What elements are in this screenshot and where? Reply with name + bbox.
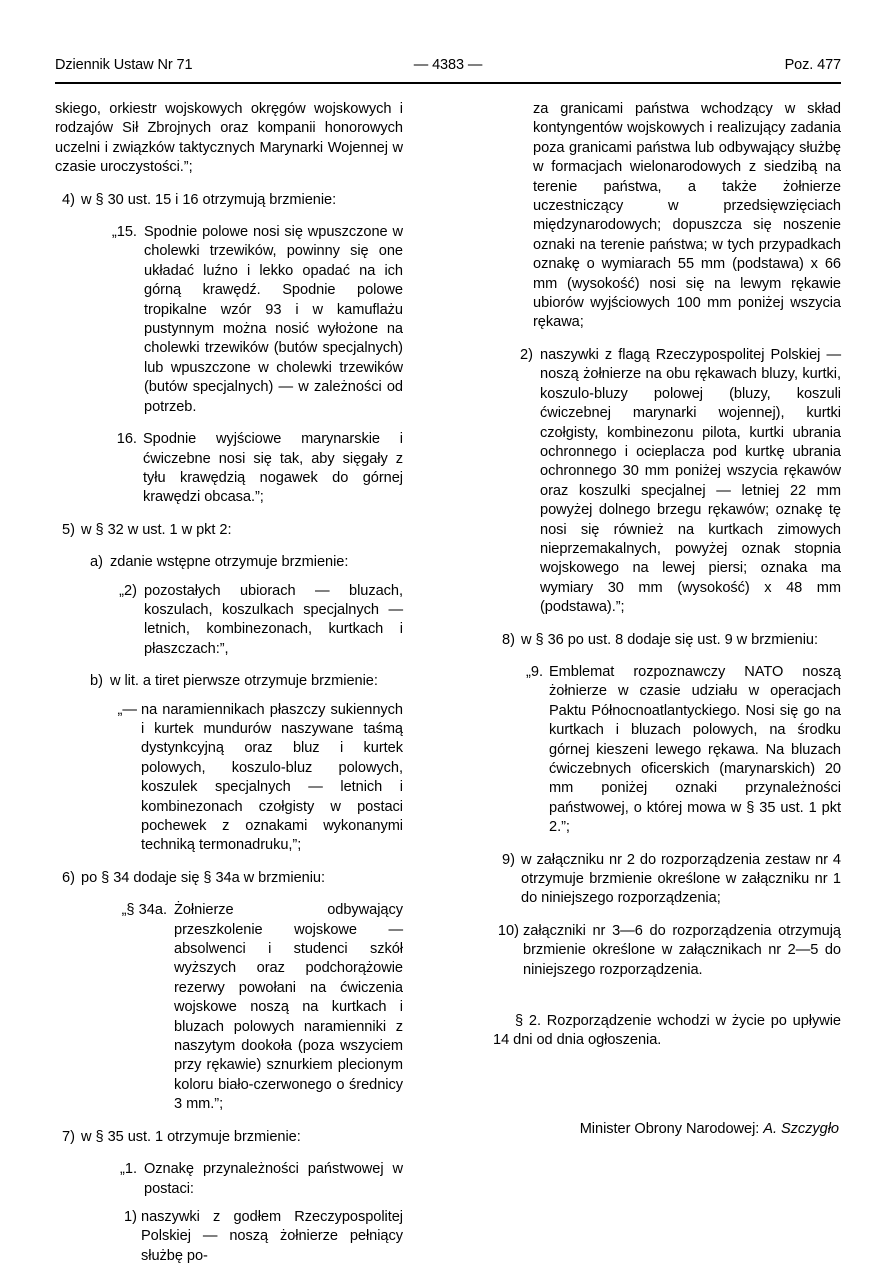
list-text: Spodnie polowe nosi się wpuszczone w cholewki trzewików, powinny się one układać luźno i lekko opadać na ich górną krawędź. Spodnie polowe tropikalne wzór 93 i w kamuflażu pustynnym można nosić wyłożone na cholewki trzewików (butów specjalnych) lub wpuszczone w cholewki trzewików (butów specjalnych) — w zależności od potrzeb. (144, 224, 403, 415)
list-item-8 (493, 631, 841, 650)
paragraph-continuation-right: za granicami państwa wchodzący w skład kontyngentów wojskowych i realizujący zadania poza granicami państwa lub odbywający służbę w formacjach wielonarodowych z siedzibą na terenie państwa, a także żołnierze uczestniczący w przedsięwzięciach międzynarodowych; dopuszcza się noszenie oznaki na terenie państwa; w tych przypadkach oznakę o wymiarach 55 mm (podstawa) x 66 mm (wysokość) nosi się na lewym rękawie ubiorów wyjściowych 100 mm poniżej wszycia rękawa; (533, 101, 841, 331)
list-text: w § 30 ust. 15 i 16 otrzymują brzmienie: (81, 191, 337, 208)
list-marker: „9. (525, 663, 543, 680)
list-item-7 (55, 1128, 403, 1147)
list-marker: 1) (124, 1208, 137, 1225)
column-right (493, 100, 841, 1154)
list-text: w § 32 w ust. 1 w pkt 2: (81, 521, 232, 538)
list-item-34a (107, 901, 403, 1114)
list-item-5b (81, 672, 403, 691)
page-number: — 4383 — (413, 57, 483, 73)
column-left (55, 100, 403, 1266)
list-text: zdanie wstępne otrzymuje brzmienie: (110, 554, 349, 571)
list-item-7-1 (107, 1160, 403, 1199)
list-item-5a (81, 553, 403, 572)
position-number: Poz. 477 (784, 57, 841, 73)
list-item-9-quote (517, 663, 841, 838)
list-marker: 7) (62, 1128, 75, 1145)
list-marker: 6) (62, 869, 75, 886)
list-item-10 (493, 922, 841, 980)
list-marker: „1. (119, 1161, 137, 1178)
signature-label: Minister Obrony Narodowej: (579, 1120, 760, 1137)
journal-title: Dziennik Ustaw Nr 71 (55, 57, 193, 73)
list-item-r2 (515, 346, 841, 618)
list-item-4 (55, 191, 403, 210)
list-marker: „15. (111, 224, 137, 241)
list-text: Żołnierze odbywający przeszkolenie wojskowe — absolwenci i studenci szkół wyższych oraz podchorążowie rezerwy powołani na ćwiczenia wojskowe noszą na kurtkach i bluzach polowych naramienniki z naszytym dookoła (poza wszyciem przy rękawie) sznurkiem plecionym koloru biało-czerwonego o średnicy 3 mm.”; (174, 902, 403, 1113)
list-text: naszywki z godłem Rzeczypospolitej Polskiej — noszą żołnierze pełniący służbę po- (141, 1208, 403, 1264)
list-text: Oznakę przynależności państwowej w postaci: (144, 1161, 403, 1197)
list-text: na naramiennikach płaszczy sukiennych i kurtek mundurów naszywane taśmą dystynkcyjną oraz bluz i kurtek polowych, koszulo-bluz polowych, koszulek specjalnych — letnich i kombinezonach czołgisty w postaci pochewek z oznakami wykonanymi techniką termonadruku,”; (141, 701, 403, 854)
list-marker: „§ 34a. (121, 902, 167, 919)
header-divider (55, 82, 841, 84)
list-marker: 8) (502, 631, 515, 648)
paragraph-continuation-right-wrap (533, 100, 841, 333)
list-marker: 9) (502, 851, 515, 868)
list-text: pozostałych ubiorach — bluzach, koszulach, koszulkach specjalnych — letnich, kombinezonach, kurtkach i płaszczach:”, (144, 582, 403, 657)
list-item-5a-2 (107, 582, 403, 660)
list-item-15 (107, 223, 403, 417)
list-item-7-1-1 (107, 1208, 403, 1266)
list-marker: b) (90, 673, 103, 690)
final-paragraph: § 2. Rozporządzenie wchodzi w życie po upływie 14 dni od dnia ogłoszenia. (493, 1012, 841, 1049)
list-text: załączniki nr 3—6 do rozporządzenia otrzymują brzmienie określone w załącznikach nr 2—5 do niniejszego rozporządzenia. (523, 922, 841, 978)
list-marker: a) (90, 554, 103, 571)
running-head (55, 55, 841, 81)
list-item-5b-dash (107, 701, 403, 856)
paragraph-continuation-left: skiego, orkiestr wojskowych okręgów wojskowych i rodzajów Sił Zbrojnych oraz kompanii honorowych uczelni i związków taktycznych Marynarki Wojennej w czasie uroczystości.”; (55, 101, 403, 176)
list-marker: 2) (520, 346, 533, 363)
list-marker: „— (117, 701, 137, 718)
list-text: po § 34 dodaje się § 34a w brzmieniu: (81, 869, 325, 886)
list-text: w lit. a tiret pierwsze otrzymuje brzmienie: (110, 673, 378, 690)
list-text: Emblemat rozpoznawczy NATO noszą żołnierze w czasie udziału w operacjach Paktu Północnoatlantyckiego. Nosi się go na kurtkach i bluzach polowych, na środku górnej kieszeni lewego rękawa. Na bluzach ćwiczebnych oficerskich (marynarskich) 20 mm poniżej oznaki przynależności państwowej, o której mowa w § 35 ust. 1 pkt 2.”; (549, 663, 841, 836)
list-marker: 10) (497, 922, 519, 939)
list-marker: 5) (62, 521, 75, 538)
list-text: Spodnie wyjściowe marynarskie i ćwiczebne nosi się tak, aby sięgały z tyłu krawędzią nogawek do górnej krawędzi obcasa.”; (143, 431, 403, 506)
list-item-9 (493, 851, 841, 909)
list-marker: „2) (119, 582, 137, 599)
list-text: naszywki z flagą Rzeczypospolitej Polskiej — noszą żołnierze na obu rękawach bluzy, kurtki, koszulo-bluzy polowej (bluzy, koszuli ćwiczebnej marynarki wojennej), kurtki czołgisty, kombinezonu pilota, kurtki ubrania ochronnego i ocieplacza pod kurtkę ubrania ochronnego 30 mm poniżej wszycia rękawów oraz koszulki specjalnej — letniej 22 mm powyżej dolnego brzegu rękawów; oznakę tę nosi się również na kurtkach zimowych nieprzemakalnych, powyżej oznak stopnia wojskowego na lewej piersi; oznaka ma wymiary 30 mm (wysokość) x 48 mm (podstawa).”; (540, 346, 841, 616)
list-marker: 16. (116, 431, 137, 448)
list-text: w § 36 po ust. 8 dodaje się ust. 9 w brzmieniu: (521, 631, 818, 648)
signature-line (493, 1120, 841, 1139)
list-text: w § 35 ust. 1 otrzymuje brzmienie: (81, 1128, 301, 1145)
list-item-5 (55, 521, 403, 540)
list-item-6 (55, 869, 403, 888)
signature-name: A. Szczygło (763, 1120, 839, 1137)
list-item-16 (107, 430, 403, 508)
list-text: w załączniku nr 2 do rozporządzenia zestaw nr 4 otrzymuje brzmienie określone w załączniku nr 1 do niniejszego rozporządzenia; (521, 851, 841, 907)
list-marker: 4) (62, 191, 75, 208)
